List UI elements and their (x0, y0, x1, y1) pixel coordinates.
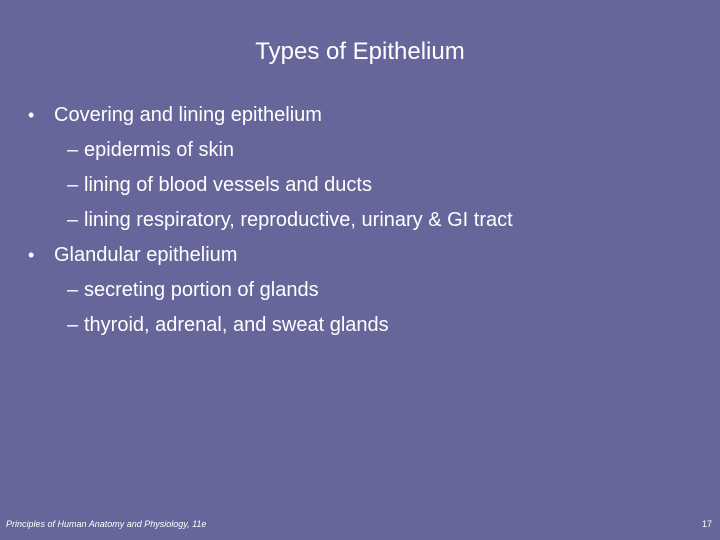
subitem-text: lining of blood vessels and ducts (84, 174, 372, 196)
subitem-epidermis (24, 133, 704, 168)
bullet-marker: • (28, 245, 35, 265)
subitem-text: epidermis of skin (84, 139, 235, 161)
bullet-glandular-epithelium (24, 238, 704, 273)
subitem-blood-vessels (24, 168, 704, 203)
dash-marker: – (67, 314, 79, 336)
dash-marker: – (67, 139, 79, 161)
dash-marker: – (67, 209, 79, 231)
bullet-text: Covering and lining epithelium (54, 104, 322, 126)
subitem-secreting-portion (24, 273, 704, 308)
slide-content (24, 98, 704, 343)
slide-title: Types of Epithelium (255, 38, 465, 65)
subitem-text: thyroid, adrenal, and sweat glands (84, 314, 389, 336)
subitem-text: lining respiratory, reproductive, urinary & GI tract (84, 209, 513, 231)
bullet-marker: • (28, 105, 35, 125)
subitem-tracts (24, 203, 704, 238)
bullet-text: Glandular epithelium (54, 244, 238, 266)
dash-marker: – (67, 279, 79, 301)
subitem-text: secreting portion of glands (84, 279, 319, 301)
subitem-gland-types (24, 308, 704, 343)
dash-marker: – (67, 174, 79, 196)
bullet-covering-lining-epithelium (24, 98, 704, 133)
footer-book-title: Principles of Human Anatomy and Physiology, 11e (6, 519, 207, 529)
slide-number: 17 (701, 519, 712, 529)
